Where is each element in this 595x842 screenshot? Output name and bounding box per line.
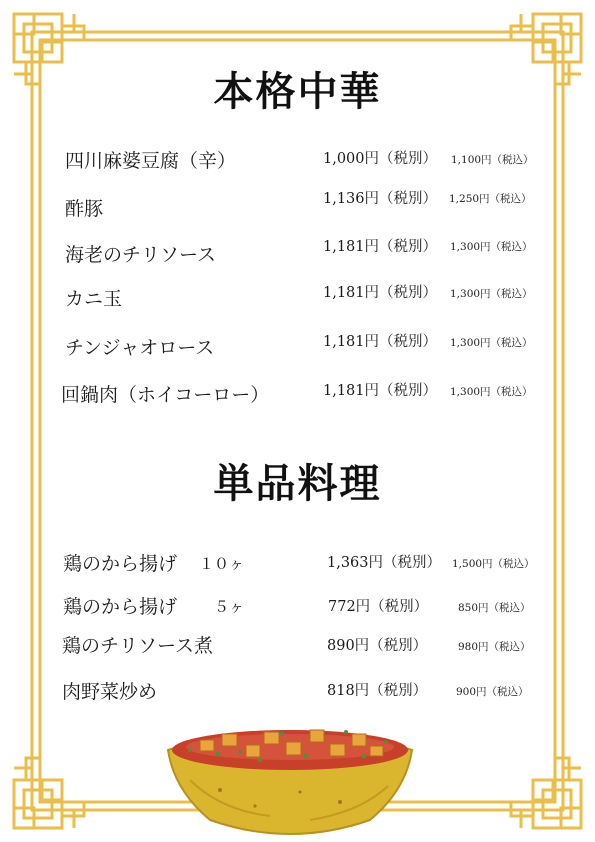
- price-excl-tax: 1,181円（税別）: [323, 383, 438, 399]
- menu-item: [0, 240, 595, 270]
- price-incl-tax: 1,500円（税込）: [452, 558, 535, 570]
- price-excl-tax: 890円（税別）: [327, 638, 428, 654]
- menu-item: [0, 380, 595, 410]
- price-incl-tax: 1,300円（税込）: [450, 241, 533, 253]
- item-name: 肉野菜炒め: [62, 681, 158, 703]
- menu-item: [0, 333, 595, 363]
- mapo-tofu-bowl-icon: [160, 720, 420, 840]
- price-excl-tax: 1,181円（税別）: [323, 285, 438, 301]
- price-excl-tax: 1,000円（税別）: [323, 151, 438, 167]
- item-name: カニ玉: [65, 288, 123, 310]
- menu-item: [0, 284, 595, 314]
- item-name: 四川麻婆豆腐（辛）: [65, 150, 237, 172]
- price-excl-tax: 1,181円（税別）: [323, 239, 438, 255]
- item-quantity: ５ヶ: [214, 598, 245, 616]
- price-excl-tax: 1,136円（税別）: [323, 191, 438, 207]
- price-incl-tax: 1,300円（税込）: [450, 386, 533, 398]
- section-title-honkaku-chuka: 本格中華: [213, 69, 382, 115]
- menu-item: [0, 191, 595, 224]
- menu-item: [0, 631, 595, 661]
- section-title-tanpin-ryori: 単品料理: [213, 461, 382, 507]
- price-incl-tax: 850円（税込）: [458, 602, 531, 614]
- price-incl-tax: 1,100円（税込）: [451, 154, 534, 166]
- item-name: 酢豚: [65, 198, 104, 220]
- price-excl-tax: 772円（税別）: [328, 599, 429, 615]
- price-incl-tax: 1,300円（税込）: [450, 337, 533, 349]
- menu-item: [0, 146, 595, 176]
- item-name: 鶏のから揚げ: [63, 596, 178, 618]
- price-incl-tax: 980円（税込）: [458, 641, 531, 653]
- menu-item: [0, 592, 595, 622]
- menu-item: [0, 549, 595, 579]
- menu-item: [0, 677, 595, 707]
- item-name: 回鍋肉（ホイコーロー）: [61, 384, 270, 406]
- item-name: 海老のチリソース: [65, 244, 217, 266]
- price-incl-tax: 1,250円（税込）: [449, 193, 532, 205]
- price-excl-tax: 1,363円（税別）: [327, 555, 442, 571]
- price-incl-tax: 900円（税込）: [456, 686, 529, 698]
- item-quantity: １０ヶ: [199, 555, 245, 573]
- item-name: 鶏のから揚げ: [63, 553, 178, 575]
- price-excl-tax: 818円（税別）: [327, 683, 428, 699]
- price-excl-tax: 1,181円（税別）: [323, 334, 438, 350]
- price-incl-tax: 1,300円（税込）: [450, 288, 533, 300]
- item-name: 鶏のチリソース煮: [62, 635, 214, 657]
- item-name: チンジャオロース: [65, 337, 215, 359]
